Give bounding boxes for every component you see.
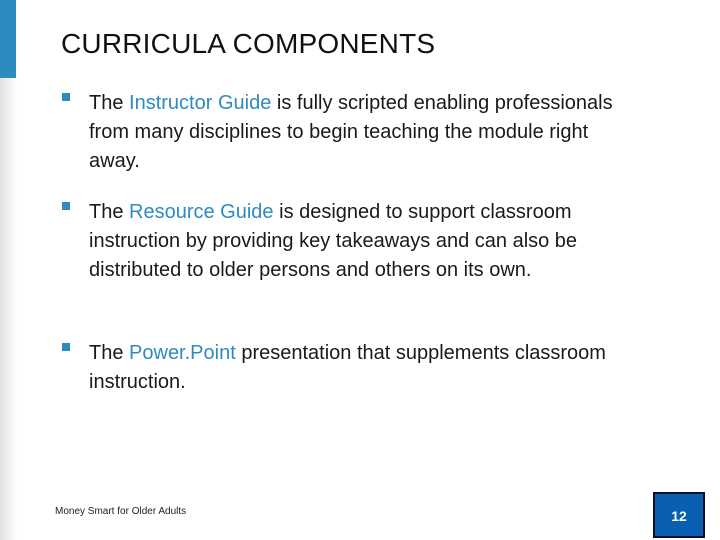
bullet-item bbox=[62, 339, 632, 397]
bullet-text: The Resource Guide is designed to support classroom instruction by providing key takeaways and can also be distributed to older persons and others on its own. bbox=[89, 201, 578, 281]
square-bullet-icon bbox=[62, 202, 70, 210]
highlighted-term: Power.Point bbox=[129, 342, 236, 364]
left-edge-shading bbox=[0, 78, 18, 540]
bullet-text: The Power.Point presentation that supplements classroom instruction. bbox=[89, 342, 606, 393]
highlighted-term: Resource Guide bbox=[129, 201, 274, 223]
highlighted-term: Instructor Guide bbox=[129, 92, 272, 114]
square-bullet-icon bbox=[62, 343, 70, 351]
left-accent-bar bbox=[0, 0, 16, 78]
square-bullet-icon bbox=[62, 93, 70, 101]
bullet-item bbox=[62, 89, 632, 176]
footer-text: Money Smart for Older Adults bbox=[55, 506, 187, 517]
bullet-item bbox=[62, 198, 632, 285]
bullet-text: The Instructor Guide is fully scripted enabling professionals from many disciplines to begin teaching the module right away. bbox=[89, 92, 613, 172]
slide-title: CURRICULA COMPONENTS bbox=[61, 28, 436, 59]
page-number-box bbox=[653, 492, 705, 538]
page-number: 12 bbox=[671, 508, 687, 524]
